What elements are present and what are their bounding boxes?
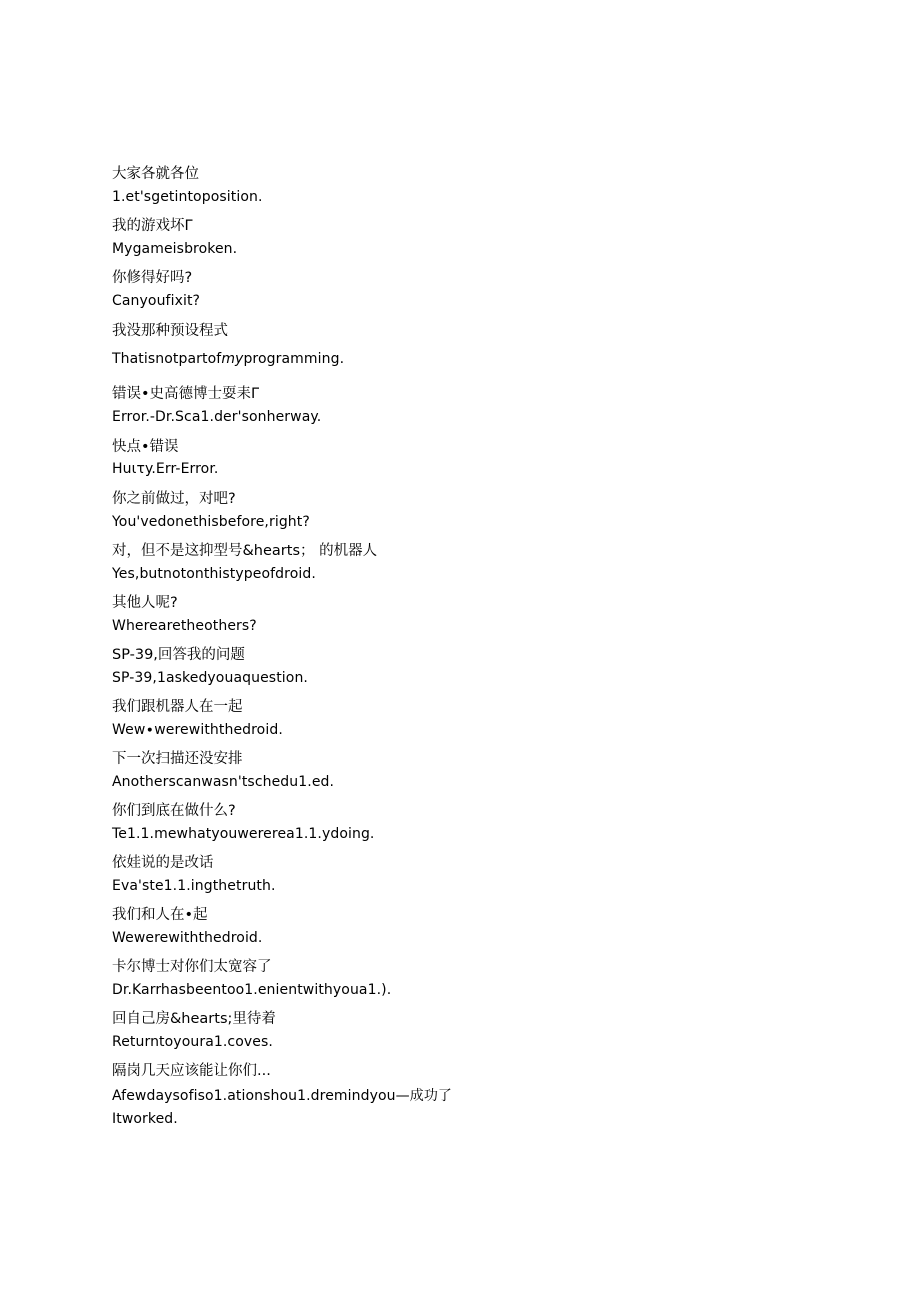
subtitle-zh: 回自己房&hearts;里待着 [112, 1011, 276, 1027]
subtitle-en [112, 350, 344, 368]
subtitle-en: Te1.1.mewhatyouwererea1.1.ydoing. [112, 826, 375, 842]
subtitle-zh: 错误•史高德博士耍耒Γ [112, 386, 260, 402]
subtitle-zh: 大家各就各位 [112, 166, 199, 182]
subtitle-en: SP-39,1askedyouaquestion. [112, 670, 308, 686]
subtitle-zh: 你们到底在做什么? [112, 803, 236, 819]
subtitle-en-part: programming. [243, 351, 345, 367]
subtitle-zh: 我没那种预设程式 [112, 323, 228, 339]
subtitle-en-part: Thatisnotpartof [112, 351, 222, 367]
subtitle-en-emphasis: my [221, 351, 244, 367]
subtitle-zh: 卡尔博士对你们太宽容了 [112, 959, 272, 975]
subtitle-en: Wewerewiththedroid. [112, 930, 263, 946]
subtitle-en: Afewdaysofiso1.ationshou1.dremindyou—成功了 [112, 1088, 453, 1104]
subtitle-en: Yes,butnotonthistypeofdroid. [112, 566, 316, 582]
subtitle-en: Eva'ste1.1.ingthetruth. [112, 878, 276, 894]
subtitle-en: Returntoyoura1.coves. [112, 1034, 273, 1050]
subtitle-en: You'vedonethisbefore,right? [112, 514, 310, 530]
subtitle-en: Itworked. [112, 1111, 178, 1127]
subtitle-en: Anotherscanwasn'tschedu1.ed. [112, 774, 335, 790]
subtitle-en: 1.et'sgetintoposition. [112, 189, 263, 205]
subtitle-en: Error.-Dr.Sca1.der'sonherway. [112, 409, 322, 425]
subtitle-zh: 快点•错误 [112, 439, 179, 455]
subtitle-zh: 你之前做过，对吧? [112, 491, 236, 507]
subtitle-zh: 我们跟机器人在一起 [112, 699, 243, 715]
subtitle-zh: SP-39,回答我的问题 [112, 647, 245, 663]
subtitle-zh: 依娃说的是改话 [112, 855, 214, 871]
subtitle-en: Wherearetheothers? [112, 618, 257, 634]
subtitle-en: Huιτy.Err-Error. [112, 461, 219, 477]
subtitle-zh: 其他人呢? [112, 595, 178, 611]
subtitle-zh: 下一次扫描还没安排 [112, 751, 243, 767]
subtitle-zh: 对，但不是这抑型号&hearts； 的机器人 [112, 543, 378, 559]
subtitle-en: Mygameisbroken. [112, 241, 238, 257]
subtitle-en: Dr.Karrhasbeentoo1.enientwithyoua1.). [112, 982, 392, 998]
subtitle-zh: 我们和人在•起 [112, 907, 208, 923]
subtitle-zh: 隔岗几天应该能让你们... [112, 1063, 271, 1079]
subtitle-zh: 你修得好吗? [112, 270, 193, 286]
subtitle-en: Canyoufixit? [112, 293, 201, 309]
subtitle-zh: 我的游戏坏Γ [112, 218, 193, 234]
subtitle-en: Wew∙werewiththedroid. [112, 722, 283, 738]
